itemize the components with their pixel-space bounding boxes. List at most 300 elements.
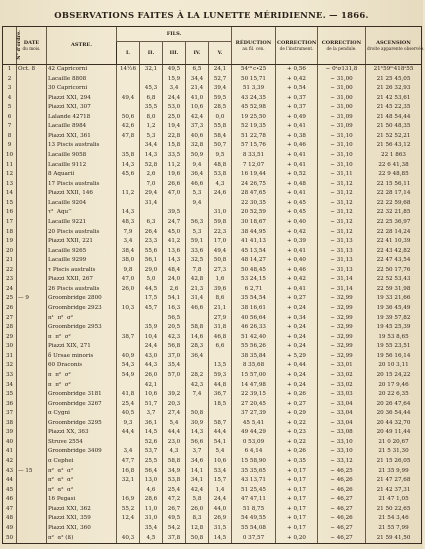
table-row xyxy=(3,180,422,190)
row-number: 32 xyxy=(3,361,17,371)
table-row xyxy=(3,132,422,142)
row-wire-4: 21,3 xyxy=(186,285,209,295)
row-wire-3: 57,0 xyxy=(163,371,186,381)
row-date xyxy=(17,180,47,190)
row-date xyxy=(17,285,47,295)
row-wire-5: 59,3 xyxy=(209,371,232,381)
row-wire-1: 40,3 xyxy=(117,534,140,544)
row-wire-1: 41,8 xyxy=(117,390,140,400)
row-reduction: 28 47,65 xyxy=(232,189,276,199)
row-right-ascension: 22 25 36,97 xyxy=(366,218,422,228)
row-wire-2: 7,0 xyxy=(140,180,163,190)
row-wire-3 xyxy=(163,381,186,391)
row-instrument-correction: + 0,41 xyxy=(276,189,318,199)
row-wire-4: 36,4 xyxy=(186,352,209,362)
row-wire-2: 31,4 xyxy=(140,199,163,209)
header-reduction: RÉDUCTION au fil. cen. xyxy=(232,27,276,65)
row-wire-3: 58,8 xyxy=(163,457,186,467)
row-wire-1: 3,4 xyxy=(117,237,140,247)
row-reduction: 51 25,45 xyxy=(232,486,276,496)
table-row xyxy=(3,409,422,419)
row-wire-4: 31,4 xyxy=(186,295,209,305)
row-number: 7 xyxy=(3,122,17,132)
row-reduction: 8 35,68 xyxy=(232,361,276,371)
row-date xyxy=(17,352,47,362)
row-star: τ Piscis australis xyxy=(47,266,117,276)
row-number: 33 xyxy=(3,371,17,381)
table-row xyxy=(3,75,422,85)
row-wire-3: 27,4 xyxy=(163,409,186,419)
row-clock-correction: − 33,04 xyxy=(318,400,366,410)
row-wire-1: 55,2 xyxy=(117,505,140,515)
row-date xyxy=(17,161,47,171)
table-row xyxy=(3,333,422,343)
row-instrument-correction: + 0,17 xyxy=(276,514,318,524)
row-wire-2: 25,5 xyxy=(140,457,163,467)
row-wire-1 xyxy=(117,323,140,333)
row-right-ascension: 21 47 27,68 xyxy=(366,476,422,486)
row-date xyxy=(17,476,47,486)
row-reduction: 49 44,29 xyxy=(232,428,276,438)
row-wire-4: 9,4 xyxy=(186,161,209,171)
row-wire-5: 39,4 xyxy=(209,84,232,94)
row-wire-3: 45,0 xyxy=(163,228,186,238)
row-wire-3: 39,2 xyxy=(163,390,186,400)
row-date xyxy=(17,419,47,429)
row-wire-4: 37,3 xyxy=(186,122,209,132)
row-date xyxy=(17,323,47,333)
row-wire-1: 26,0 xyxy=(117,285,140,295)
row-date xyxy=(17,113,47,123)
row-reduction: 47 47,11 xyxy=(232,495,276,505)
row-star: Struve 2554 xyxy=(47,438,117,448)
row-date xyxy=(17,361,47,371)
row-instrument-correction: + 0,37 xyxy=(276,103,318,113)
row-wire-2: 26,4 xyxy=(140,228,163,238)
row-clock-correction: − 31,09 xyxy=(318,122,366,132)
row-star: π² α² (ß) xyxy=(47,534,117,544)
row-wire-3: 44,4 xyxy=(163,428,186,438)
row-date xyxy=(17,438,47,448)
row-number: 6 xyxy=(3,113,17,123)
row-wire-2: 44,3 xyxy=(140,361,163,371)
row-wire-5: 58,4 xyxy=(209,132,232,142)
row-right-ascension: 19 39 57,82 xyxy=(366,314,422,324)
row-date xyxy=(17,142,47,152)
header-fil-1: I. xyxy=(117,42,140,65)
table-row xyxy=(3,161,422,171)
row-number: 37 xyxy=(3,409,17,419)
row-instrument-correction: + 0,24 xyxy=(276,304,318,314)
row-instrument-correction: + 0,52 xyxy=(276,170,318,180)
row-clock-correction: − 33,02 xyxy=(318,381,366,391)
row-star: Groombridge 3267 xyxy=(47,400,117,410)
row-wire-1 xyxy=(117,295,140,305)
row-wire-2 xyxy=(140,314,163,324)
row-right-ascension: 21 48 54,44 xyxy=(366,113,422,123)
row-wire-4: 5,3 xyxy=(186,189,209,199)
row-number: 30 xyxy=(3,342,17,352)
row-instrument-correction: + 0,29 xyxy=(276,409,318,419)
row-date xyxy=(17,218,47,228)
row-wire-2: 14,5 xyxy=(140,428,163,438)
header-correction-instrument: CORRECTION de l'instrument. xyxy=(276,27,318,65)
row-wire-5: 59,5 xyxy=(209,94,232,104)
row-wire-2: 31,0 xyxy=(140,514,163,524)
row-wire-4: 8,3 xyxy=(186,514,209,524)
row-wire-1 xyxy=(117,438,140,448)
row-date xyxy=(17,400,47,410)
row-number: 28 xyxy=(3,323,17,333)
row-clock-correction: − 32,99 xyxy=(318,295,366,305)
row-wire-3: 24,7 xyxy=(163,218,186,228)
page-title: OBSERVATIONS FAITES À LA LUNETTE MÉRIDIENNE. — 1866. xyxy=(54,10,369,20)
row-right-ascension: 22 52 53,43 xyxy=(366,275,422,285)
row-reduction: 37 27,39 xyxy=(232,409,276,419)
row-reduction: 43 13,71 xyxy=(232,476,276,486)
row-wire-5: 21,1 xyxy=(209,304,232,314)
row-wire-2: 43,0 xyxy=(140,352,163,362)
row-date: — 9 xyxy=(17,295,47,305)
row-wire-1: 54,3 xyxy=(117,361,140,371)
row-number: 16 xyxy=(3,208,17,218)
table-row xyxy=(3,524,422,534)
row-right-ascension: 20 49 11,44 xyxy=(366,428,422,438)
row-wire-3: 25,0 xyxy=(163,113,186,123)
row-wire-5 xyxy=(209,199,232,209)
row-instrument-correction: + 0,24 xyxy=(276,333,318,343)
row-wire-4: 42,4 xyxy=(186,486,209,496)
row-wire-4: 3,7 xyxy=(186,448,209,458)
row-number: 45 xyxy=(3,486,17,496)
row-right-ascension: 21 54 3,46 xyxy=(366,514,422,524)
row-clock-correction: − 31,12 xyxy=(318,189,366,199)
row-wire-1: 14½6 xyxy=(117,65,140,75)
row-right-ascension: 21 47 1,05 xyxy=(366,495,422,505)
row-date xyxy=(17,103,47,113)
row-right-ascension: 22 9 48,85 xyxy=(366,170,422,180)
row-wire-2: 6,3 xyxy=(140,218,163,228)
table-row xyxy=(3,390,422,400)
row-wire-1: 50,6 xyxy=(117,113,140,123)
row-wire-2: 44,5 xyxy=(140,285,163,295)
row-right-ascension: 22 6 41,38 xyxy=(366,161,422,171)
row-wire-4: 42,4 xyxy=(186,113,209,123)
row-clock-correction: − 31,14 xyxy=(318,275,366,285)
row-clock-correction: − 31,13 xyxy=(318,266,366,276)
row-clock-correction: − 46,27 xyxy=(318,495,366,505)
row-wire-3: 41,2 xyxy=(163,237,186,247)
row-date xyxy=(17,342,47,352)
row-clock-correction: − 31,14 xyxy=(318,285,366,295)
row-instrument-correction: + 0,40 xyxy=(276,218,318,228)
row-date xyxy=(17,208,47,218)
row-wire-5: 53,4 xyxy=(209,467,232,477)
row-date xyxy=(17,505,47,515)
header-fil-2: II. xyxy=(140,42,163,65)
row-instrument-correction: + 0,20 xyxy=(276,534,318,544)
row-clock-correction: − 32,99 xyxy=(318,323,366,333)
row-reduction: 41 41,13 xyxy=(232,237,276,247)
row-wire-3: 19,4 xyxy=(163,122,186,132)
row-star: α Cygni xyxy=(47,409,117,419)
row-star: Lacaille 8984 xyxy=(47,122,117,132)
row-wire-3: 23,0 xyxy=(163,438,186,448)
row-star: Groombridge 2923 xyxy=(47,304,117,314)
row-wire-3: 2,6 xyxy=(163,285,186,295)
row-clock-correction: − 46,27 xyxy=(318,524,366,534)
row-wire-2: 32,1 xyxy=(140,65,163,75)
row-right-ascension: 19 33 21,66 xyxy=(366,295,422,305)
row-right-ascension: 21 0 20,67 xyxy=(366,438,422,448)
row-date xyxy=(17,84,47,94)
row-star: α Cephei xyxy=(47,457,117,467)
row-wire-3: 25,4 xyxy=(163,486,186,496)
row-wire-2: 56,4 xyxy=(140,467,163,477)
row-reduction: 7 12,07 xyxy=(232,161,276,171)
row-wire-1 xyxy=(117,180,140,190)
row-number: 42 xyxy=(3,457,17,467)
row-clock-correction: − 32,99 xyxy=(318,352,366,362)
row-clock-correction: − 31,09 xyxy=(318,113,366,123)
row-clock-correction: − 33,03 xyxy=(318,390,366,400)
row-wire-5: 1,6 xyxy=(209,275,232,285)
row-star: Piazzi XXI, 362 xyxy=(47,505,117,515)
header-correction-pendule: CORRECTION de la pendule. xyxy=(318,27,366,65)
row-star: π π² σ² xyxy=(47,371,117,381)
row-wire-1: 42,6 xyxy=(117,122,140,132)
row-star: 17 Piscis australis xyxy=(47,180,117,190)
row-wire-5: 39,6 xyxy=(209,285,232,295)
table-row xyxy=(3,142,422,152)
table-header xyxy=(3,27,425,65)
row-date xyxy=(17,122,47,132)
row-clock-correction: − 31,00 xyxy=(318,84,366,94)
row-wire-2: 51,7 xyxy=(140,400,163,410)
row-wire-5: 13,5 xyxy=(209,361,232,371)
row-wire-1: 45,6 xyxy=(117,170,140,180)
row-star: Lacaille 9058 xyxy=(47,151,117,161)
row-wire-3: 20,3 xyxy=(163,400,186,410)
row-wire-3: 56,5 xyxy=(163,314,186,324)
row-clock-correction: − 31,00 xyxy=(318,75,366,85)
row-instrument-correction: + 0,45 xyxy=(276,199,318,209)
row-star: Groombridge 2953 xyxy=(47,323,117,333)
table-row xyxy=(3,495,422,505)
row-number: 17 xyxy=(3,218,17,228)
row-wire-3: 54,1 xyxy=(163,295,186,305)
row-wire-3: 26,6 xyxy=(163,180,186,190)
row-wire-5: 59,8 xyxy=(209,218,232,228)
row-star: Lacaille 9221 xyxy=(47,218,117,228)
row-clock-correction: − 33,04 xyxy=(318,409,366,419)
row-right-ascension: 22 59 31,98 xyxy=(366,285,422,295)
row-wire-5: 48,8 xyxy=(209,161,232,171)
row-wire-5: 24,4 xyxy=(209,495,232,505)
row-number: 8 xyxy=(3,132,17,142)
row-star: 20 Piscis australis xyxy=(47,228,117,238)
row-clock-correction: − 31,10 xyxy=(318,161,366,171)
row-right-ascension: 20 26 47,64 xyxy=(366,400,422,410)
row-reduction: 6 4,14 xyxy=(232,448,276,458)
row-date xyxy=(17,237,47,247)
row-date xyxy=(17,333,47,343)
row-wire-4: 34,4 xyxy=(186,75,209,85)
row-star: Lacaille 9112 xyxy=(47,161,117,171)
row-reduction: 27 20,45 xyxy=(232,400,276,410)
row-instrument-correction: + 0,41 xyxy=(276,122,318,132)
row-wire-5: 24,1 xyxy=(209,65,232,75)
row-wire-4: 10,6 xyxy=(186,103,209,113)
row-wire-3: 4,3 xyxy=(163,448,186,458)
row-wire-1 xyxy=(117,75,140,85)
row-wire-4: 46,6 xyxy=(186,304,209,314)
row-clock-correction: − 31,10 xyxy=(318,142,366,152)
row-wire-3: 53,0 xyxy=(163,103,186,113)
row-wire-4: 30,9 xyxy=(186,419,209,429)
row-wire-4: 56,3 xyxy=(186,218,209,228)
row-right-ascension: 21ʰ59ᵐ418ˢ55 xyxy=(366,65,422,75)
row-wire-5: 55,8 xyxy=(209,122,232,132)
table-body xyxy=(3,65,422,544)
row-reduction: 16 19,44 xyxy=(232,170,276,180)
row-reduction: 50 15,71 xyxy=(232,75,276,85)
row-wire-3: 15,9 xyxy=(163,75,186,85)
row-reduction: 54ˢ⁰ c∙25 xyxy=(232,65,276,75)
table-row xyxy=(3,323,422,333)
row-instrument-correction: + 0,37 xyxy=(276,94,318,104)
row-number: 49 xyxy=(3,524,17,534)
row-number: 12 xyxy=(3,170,17,180)
row-number: 50 xyxy=(3,534,17,544)
row-star: 30 Capricorni xyxy=(47,84,117,94)
row-right-ascension: 21 45 22,35 xyxy=(366,103,422,113)
table-row xyxy=(3,534,422,544)
row-reduction: 22 39,15 xyxy=(232,390,276,400)
row-wire-3: 19,6 xyxy=(163,170,186,180)
row-wire-5: 24,6 xyxy=(209,189,232,199)
row-wire-3: 56,8 xyxy=(163,342,186,352)
row-wire-5: 31,8 xyxy=(209,323,232,333)
row-wire-4: 42,3 xyxy=(186,381,209,391)
row-wire-2: 34,4 xyxy=(140,142,163,152)
row-wire-1 xyxy=(117,342,140,352)
row-reduction: 38 44,95 xyxy=(232,228,276,238)
row-reduction: 8 33,51 xyxy=(232,151,276,161)
row-instrument-correction: + 0,24 xyxy=(276,381,318,391)
row-reduction: 50 48,45 xyxy=(232,266,276,276)
row-clock-correction: − 31,11 xyxy=(318,170,366,180)
row-date xyxy=(17,94,47,104)
row-number: 3 xyxy=(3,84,17,94)
row-right-ascension: 21 15 26,05 xyxy=(366,457,422,467)
row-number: 18 xyxy=(3,228,17,238)
row-wire-1: 11,2 xyxy=(117,189,140,199)
row-reduction: 30 18,67 xyxy=(232,218,276,228)
header-date: DATE du mois. xyxy=(17,27,47,65)
row-wire-1: 25,4 xyxy=(117,400,140,410)
row-star: Piazzi XXII, 221 xyxy=(47,237,117,247)
row-clock-correction: − 31,12 xyxy=(318,208,366,218)
row-number: 48 xyxy=(3,514,17,524)
row-right-ascension: 20 17 9,46 xyxy=(366,381,422,391)
row-right-ascension: 22 32 21,85 xyxy=(366,208,422,218)
row-wire-4: 14,3 xyxy=(186,428,209,438)
row-wire-2: 35,9 xyxy=(140,323,163,333)
table-row xyxy=(3,266,422,276)
row-wire-4: 36,4 xyxy=(186,170,209,180)
table-row xyxy=(3,199,422,209)
row-reduction: 22 30,35 xyxy=(232,199,276,209)
row-wire-5: 17,0 xyxy=(209,237,232,247)
table-row xyxy=(3,218,422,228)
row-number: 19 xyxy=(3,237,17,247)
row-right-ascension: 22 15 56,11 xyxy=(366,180,422,190)
row-reduction: 45 52,98 xyxy=(232,103,276,113)
row-wire-3: 24,0 xyxy=(163,275,186,285)
row-wire-3: 5,4 xyxy=(163,419,186,429)
row-instrument-correction: + 0,26 xyxy=(276,448,318,458)
row-wire-2: 29,0 xyxy=(140,266,163,276)
row-wire-5: 15,7 xyxy=(209,476,232,486)
row-wire-5: 27,9 xyxy=(209,314,232,324)
row-wire-1 xyxy=(117,199,140,209)
row-wire-4: 5,3 xyxy=(186,228,209,238)
row-wire-4: 7,8 xyxy=(186,266,209,276)
row-date xyxy=(17,199,47,209)
row-clock-correction: − 31,10 xyxy=(318,132,366,142)
row-reduction: 35 35,65 xyxy=(232,467,276,477)
row-clock-correction: − 31,13 xyxy=(318,247,366,257)
row-wire-1: 48,3 xyxy=(117,218,140,228)
row-wire-4: 28,3 xyxy=(186,342,209,352)
row-right-ascension: 22 41 10,39 xyxy=(366,237,422,247)
row-wire-5: 31,0 xyxy=(209,208,232,218)
row-wire-4: 6,5 xyxy=(186,65,209,75)
row-reduction: 52 19,35 xyxy=(232,122,276,132)
table-row xyxy=(3,342,422,352)
row-wire-2: 42,1 xyxy=(140,381,163,391)
row-date xyxy=(17,151,47,161)
row-instrument-correction: + 0,17 xyxy=(276,505,318,515)
row-clock-correction: − 46,26 xyxy=(318,476,366,486)
table-row xyxy=(3,428,422,438)
row-wire-3: 48,4 xyxy=(163,266,186,276)
row-right-ascension: 19 45 25,39 xyxy=(366,323,422,333)
row-star: Piazzi XXI, 307 xyxy=(47,103,117,113)
row-right-ascension: 20 15 24,22 xyxy=(366,371,422,381)
row-star: 8 Aquarii xyxy=(47,170,117,180)
row-number: 14 xyxy=(3,189,17,199)
row-instrument-correction: + 0,35 xyxy=(276,457,318,467)
row-right-ascension: 21 56 43,12 xyxy=(366,142,422,152)
row-instrument-correction: + 0,26 xyxy=(276,390,318,400)
row-wire-2: 13,0 xyxy=(140,476,163,486)
row-wire-5: 52,7 xyxy=(209,75,232,85)
row-right-ascension: 21 26 32,93 xyxy=(366,84,422,94)
row-clock-correction: − 33,12 xyxy=(318,457,366,467)
row-wire-2: 35,5 xyxy=(140,103,163,113)
row-wire-2: 2,6 xyxy=(140,170,163,180)
row-instrument-correction: + 0,23 xyxy=(276,428,318,438)
row-number: 46 xyxy=(3,495,17,505)
row-wire-2: 29,4 xyxy=(140,189,163,199)
row-instrument-correction: + 0,40 xyxy=(276,256,318,266)
row-number: 36 xyxy=(3,400,17,410)
row-date xyxy=(17,132,47,142)
table-row xyxy=(3,151,422,161)
row-instrument-correction: + 0,46 xyxy=(276,142,318,152)
